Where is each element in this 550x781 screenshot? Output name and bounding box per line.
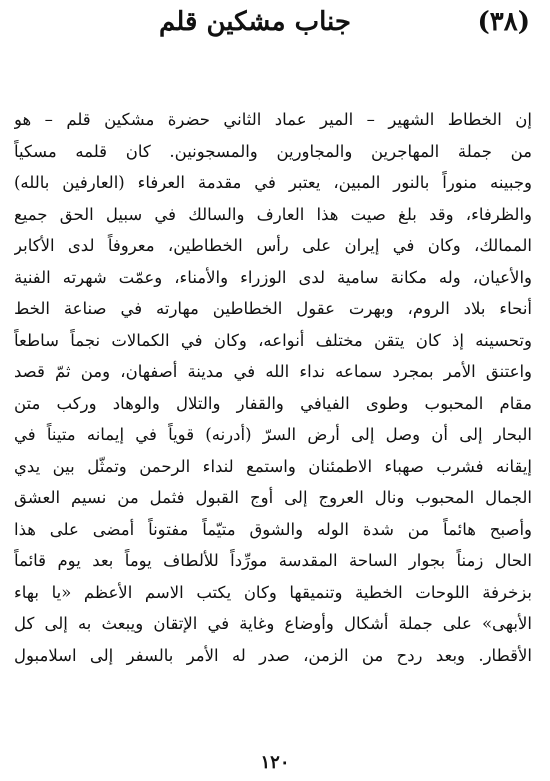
text-line: الأبهى» على جملة أشكال وأوضاع وغاية في الإتقان ويبعث به إلى كل [14, 614, 532, 633]
text-line: إن الخطاط الشهير – المير عماد الثاني حضرة مشكين قلم – هو [14, 110, 532, 129]
text-line: وأصبح هائماً من شدة الوله والشوق متيّماً مفتوناً أمضى على هذا [14, 519, 532, 539]
text-line: من جملة المهاجرين والمجاورين والمسجونين. كان قلمه مسكياً [14, 141, 532, 161]
text-line: والأعيان، وله مكانة سامية لدى الوزراء والأمناء، وعمّت شهرته الفنية [14, 267, 532, 287]
chapter-number: (٣٨) [477, 7, 530, 37]
text-line: والظرفاء، وقد بلغ صيت هذا العارف والسالك في سبيل الحق جميع [14, 204, 532, 224]
text-line: وتحسينه إذ كان يتقن مختلف أنواعه، وكان في الكمالات نجماً ساطعاً [14, 330, 532, 350]
text-line: وجبينه منوراً بالنور المبين، يعتبر في مقدمة العرفاء (العارفين بالله) [14, 173, 532, 192]
text-line: الأقطار. وبعد ردح من الزمن، صدر له الأمر بالسفر إلى اسلامبول [14, 645, 532, 665]
body-paragraph [14, 104, 532, 671]
text-line: واعتنق الأمر بمجرد سماعه نداء الله في مدينة أصفهان، ومن ثمّ قصد [14, 362, 532, 381]
text-line: البحار إلى أن وصل إلى أرض السرّ (أدرنه) قوياً في إيمانه متيناً في [14, 425, 532, 444]
text-line: الحال زمناً بجوار الساحة المقدسة مورِّداً للألطاف يوماً بعد يوم قائماً [14, 551, 532, 570]
chapter-header [20, 4, 530, 44]
text-line: إيقانه فشرب صهباء الاطمئنان واستمع لنداء الرحمن وتمثّل بين يدي [14, 456, 532, 476]
text-line: الممالك، وكان في إيران على رأس الخطاطين، معروفاً لدى الأكابر [14, 236, 532, 255]
text-line: أنحاء بلاد الروم، وبهرت عقول الخطاطين مهارته في صناعة الخط [14, 299, 532, 318]
text-line: بزخرفة اللوحات الخطية وتنميقها وكان يكتب الاسم الأعظم «يا بهاء [14, 582, 532, 602]
text-line: الجمال المحبوب ونال العروج إلى أوج القبول فثمل من نسيم العشق [14, 488, 532, 507]
page-number: ١٢٠ [260, 752, 290, 773]
chapter-title: جناب مشكين قلم [159, 7, 351, 37]
text-line: مقام المحبوب وطوى الفيافي والقفار والتلال والوهاد وركب متن [14, 393, 532, 413]
